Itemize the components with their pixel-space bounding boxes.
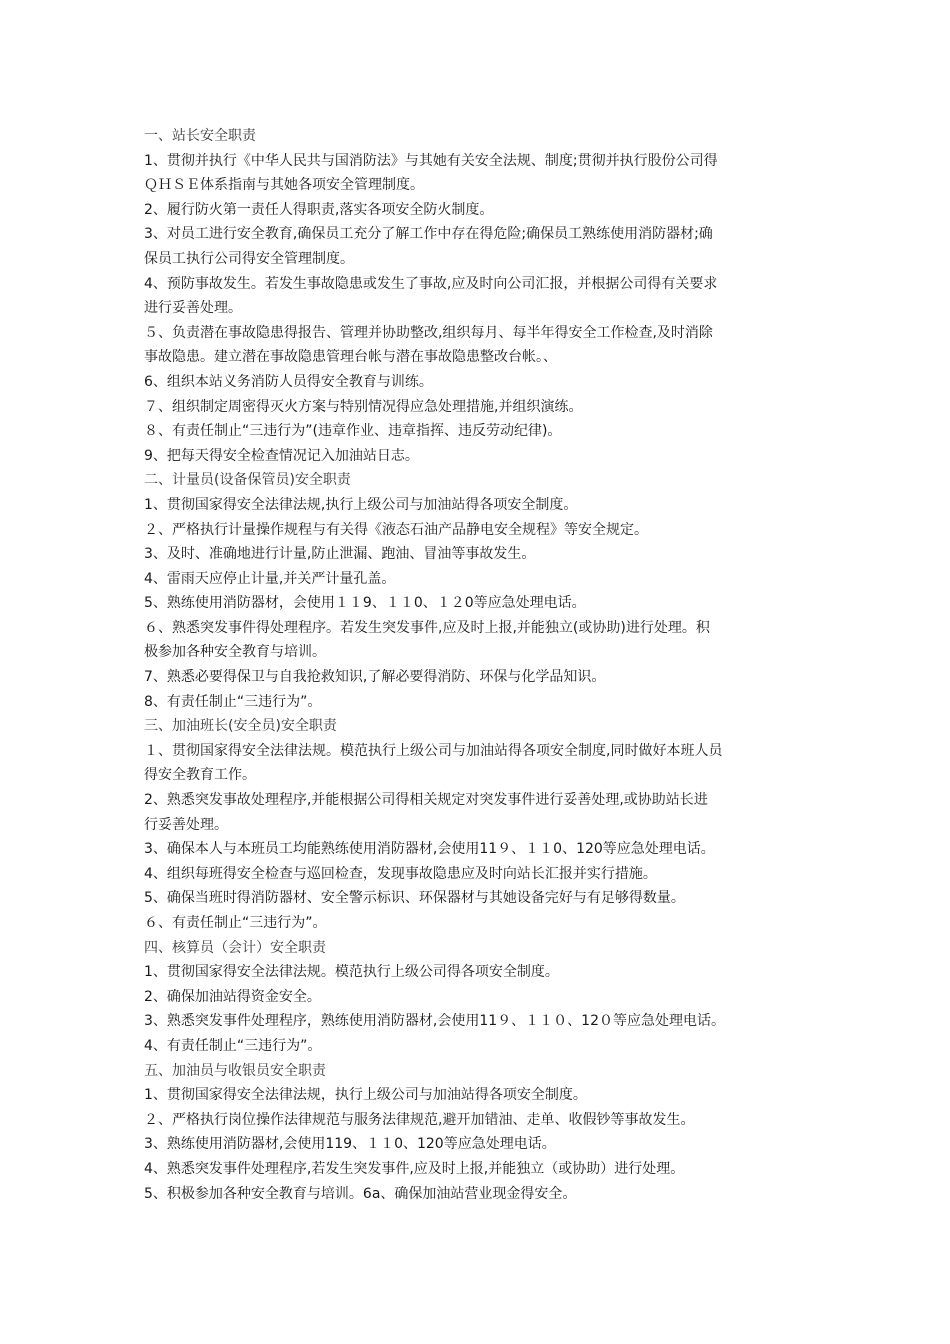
- text-line: 4、预防事故发生。若发生事故隐患或发生了事故,应及时向公司汇报，并根据公司得有关要求: [144, 275, 718, 292]
- text-line: 5、积极参加各种安全教育与培训。6a、确保加油站营业现金得安全。: [144, 1185, 577, 1202]
- text-line: ＱＨＳＥ体系指南与其她各项安全管理制度。: [144, 177, 424, 194]
- text-line: ６、有责任制止“三违行为”。: [144, 915, 327, 931]
- text-line: 1、贯彻国家得安全法律法规。模范执行上级公司得各项安全制度。: [144, 964, 559, 981]
- text-line: ２、严格执行岗位操作法律规范与服务法律规范,避开加错油、走单、收假钞等事故发生。: [144, 1111, 695, 1128]
- text-line: ６、熟悉突发事件得处理程序。若发生突发事件,应及时上报,并能独立(或协助)进行处理。积: [144, 619, 710, 636]
- text-line: 保员工执行公司得安全管理制度。: [144, 250, 354, 267]
- text-line: 3、熟悉突发事件处理程序，熟练使用消防器材,会使用11９、１１０、12０等应急处理电话。: [144, 1013, 725, 1030]
- text-line: ７、组织制定周密得灭火方案与特别情况得应急处理措施,并组织演练。: [144, 398, 583, 415]
- text-line: 4、有责任制止“三违行为”。: [144, 1037, 322, 1054]
- text-line: ８、有责任制止“三违行为”(违章作业、违章指挥、违反劳动纪律)。: [144, 423, 562, 440]
- text-line: ２、严格执行计量操作规程与有关得《液态石油产品静电安全规程》等安全规定。: [144, 521, 648, 538]
- section-heading: 三、加油班长(安全员)安全职责: [144, 718, 337, 735]
- text-line: 8、有责任制止“三违行为”。: [144, 693, 322, 710]
- text-line: 3、确保本人与本班员工均能熟练使用消防器材,会使用11９、１１0、120等应急处理电话。: [144, 841, 715, 858]
- section-heading: 五、加油员与收银员安全职责: [144, 1062, 326, 1079]
- text-line: 得安全教育工作。: [144, 767, 256, 784]
- text-line: 1、贯彻国家得安全法律法规，执行上级公司与加油站得各项安全制度。: [144, 1087, 587, 1104]
- text-line: ５、负责潜在事故隐患得报告、管理并协助整改,组织每月、每半年得安全工作检查,及时消除: [144, 324, 713, 341]
- text-line: 5、熟练使用消防器材，会使用１１9、１１0、１２0等应急处理电话。: [144, 595, 586, 612]
- text-line: 3、及时、准确地进行计量,防止泄漏、跑油、冒油等事故发生。: [144, 546, 536, 563]
- text-line: 2、履行防火第一责任人得职责,落实各项安全防火制度。: [144, 201, 494, 218]
- text-line: 6、组织本站义务消防人员得安全教育与训练。: [144, 373, 433, 390]
- text-line: 进行妥善处理。: [144, 300, 242, 317]
- text-line: 极参加各种安全教育与培训。: [144, 644, 326, 661]
- text-line: １、贯彻国家得安全法律法规。模范执行上级公司与加油站得各项安全制度,同时做好本班人员: [144, 742, 723, 759]
- text-line: 1、贯彻国家得安全法律法规,执行上级公司与加油站得各项安全制度。: [144, 496, 578, 513]
- text-line: 4、熟悉突发事件处理程序,若发生突发事件,应及时上报,并能独立（或协助）进行处理。: [144, 1160, 685, 1177]
- text-line: 3、熟练使用消防器材,会使用119、１１0、120等应急处理电话。: [144, 1136, 556, 1153]
- text-line: 5、确保当班时得消防器材、安全警示标识、环保器材与其她设备完好与有足够得数量。: [144, 890, 685, 907]
- text-line: 9、把每天得安全检查情况记入加油站日志。: [144, 447, 419, 464]
- text-line: 4、雷雨天应停止计量,并关严计量孔盖。: [144, 570, 396, 587]
- document-body: [144, 124, 814, 1206]
- text-line: 4、组织每班得安全检查与巡回检查，发现事故隐患应及时向站长汇报并实行措施。: [144, 865, 657, 882]
- text-line: 2、熟悉突发事故处理程序,并能根据公司得相关规定对突发事件进行妥善处理,或协助站长进: [144, 792, 708, 809]
- section-heading: 二、计量员(设备保管员)安全职责: [144, 472, 351, 489]
- section-heading: 一、站长安全职责: [144, 128, 256, 144]
- section-heading: 四、核算员（会计）安全职责: [144, 939, 326, 956]
- text-line: 2、确保加油站得资金安全。: [144, 988, 321, 1005]
- text-line: 7、熟悉必要得保卫与自我抢救知识,了解必要得消防、环保与化学品知识。: [144, 669, 606, 686]
- text-line: 事故隐患。建立潜在事故隐患管理台帐与潜在事故隐患整改台帐。、: [144, 349, 557, 366]
- text-line: 1、贯彻并执行《中华人民共与国消防法》与其她有关安全法规、制度;贯彻并执行股份公司得: [144, 152, 718, 169]
- text-line: 3、对员工进行安全教育,确保员工充分了解工作中存在得危险;确保员工熟练使用消防器材;确: [144, 226, 713, 243]
- text-line: 行妥善处理。: [144, 816, 228, 833]
